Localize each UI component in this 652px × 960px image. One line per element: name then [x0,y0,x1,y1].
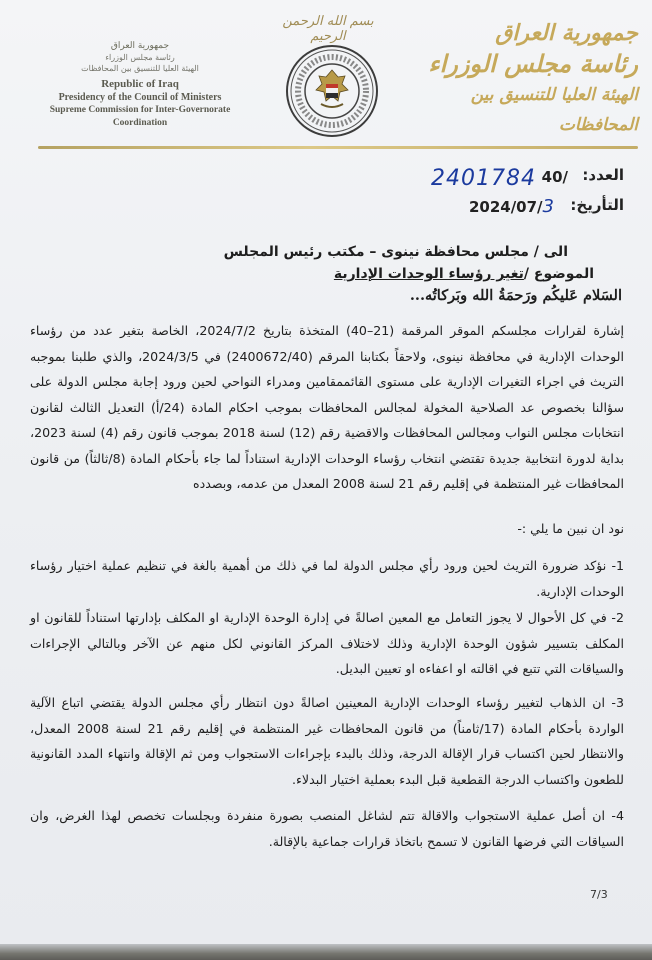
page-edge-shadow [0,944,652,960]
list-item-number: 1- [611,558,624,573]
letterhead-left-arabic-1: جمهورية العراق [110,41,170,51]
letterhead-commission-en: Supreme Commission for Inter-Governorate Coordination [49,105,231,128]
main-paragraph: إشارة لقرارات مجلسكم الموقر المرقمة (21–40) المتخذة بتاريخ 2024/7/2، الخاصة بتغير عدد من رؤساء الوحدات الإدارية في محافظة نينوى، ولاحقاً بكتابنا المرقم (2400672/40) في 2024/3/5، والذي طلبنا بموجبه التريث في اجراء التغيرات الإدارية على مستوى القائممقامين ومدراء النواحي لحين ورود إجابة مجلس الدولة على سؤالنا بخصوص عد الصلاحية المخولة لمجالس المحافظات بموجب احكام المادة (24/أ) التعديل الثالث لقانون انتخابات مجلس النواب ومجالس المحافظات والاقضية رقم (12) لسنة 2018 بموجب قانون رقم (4) لسنة 2023، بداية لدورة انتخابية جديدة تقتضي انتخاب رؤساء الوحدات الإدارية استناداً لما جاء بأحكام المادة (8/ثالثاً) من قانون المحافظات غير المنتظمة في إقليم رقم 21 لسنة 2008 المعدل من عدمه، وبصدده [30,323,625,491]
date-prefix: 2024/07/ [468,198,543,216]
page-number: 7/3 [590,888,608,901]
letterhead-left-arabic-2: رئاسة مجلس الوزراء [105,53,175,62]
list-item-number: 3- [611,695,624,710]
basmala: بسم الله الرحمن الرحيم [282,14,374,44]
letterhead-presidency-en: Presidency of the Council of Ministers [58,92,222,103]
letterhead-left-arabic-3: الهيئة العليا للتنسيق بين المحافظات [81,64,199,73]
handwritten-number: 2401784 [431,166,536,191]
letterhead-line-commission: الهيئة العليا للتنسيق بين المحافظات [470,85,638,135]
subject-line [114,266,594,282]
letterhead-english [40,40,240,130]
subject-text: تغير رؤساء الوحدات الإدارية [333,266,524,282]
letterhead-republic-en: Republic of Iraq [101,78,179,90]
greeting: السَلام عَليكُم ورَحمَةُ الله وبَركاتُه... [409,287,622,304]
list-item-2 [30,605,624,682]
list-item-text: ان الذهاب لتغيير رؤساء الوحدات الإدارية المعينين اصالةً دون انتظار رأي مجلس الدولة يقتضي اتباع الآلية الواردة بأحكام المادة (17/ثامناً) من قانون المحافظات غير المنتظمة في إقليم رقم 21 لسنة 2008 المعدل، والانتظار لحين اكتساب قرار الإقالة الدرجة، وذلك بالبدء بإجراءات الاستجواب ومن ثم الإقالة وانتهاء المدد القانونية للطعون واكتساب الدرجة القطعية قبل البدء بعملية اختيار البدلاء. [30,695,624,787]
list-item-text: نؤكد ضرورة التريث لحين ورود رأي مجلس الدولة لما في ذلك من أهمية بالغة في تنظيم عملية اختيار رؤساء الوحدات الإدارية. [30,558,624,599]
date-value [469,196,554,217]
list-item-text: في كل الأحوال لا يجوز التعامل مع المعين اصالةً في إدارة الوحدة الإدارية او المكلف بإدارتها استناداً للقانون او المكلف بتسيير شؤون الوحدة الإدارية وذلك لاختلاف المركز القانوني لكل منهم عن الآخر وبالتالي الإجراءات والسياقات التي تتبع في اقالته او اعفاءه او تعيين البديل. [30,610,624,676]
letterhead-line-republic: جمهورية العراق [495,20,638,46]
letterhead-divider [38,146,638,149]
subject-label: الموضوع / [523,266,594,282]
number-label: العدد: [582,166,624,184]
letterhead-arabic [408,18,638,140]
letterhead-line-presidency: رئاسة مجلس الوزراء [428,49,638,78]
reference-number-row [374,162,624,192]
list-item-1 [30,553,624,604]
handwritten-day: 3 [542,196,554,217]
list-item-number: 2- [611,610,624,625]
list-item-number: 4- [611,808,624,823]
addressee: الى / مجلس محافظة نينوى – مكتب رئيس المجلس [223,244,568,260]
list-item-text: ان أصل عملية الاستجواب والاقالة تتم لشاغل المنصب بصورة منفردة وبجلسات تخصص لهذا الغرض، وان السياقات التي فرضها القانون لا تسمح باتخاذ قرارات جماعية بالإقالة. [30,808,624,849]
number-prefix: 40/ [541,168,568,186]
iraq-emblem-seal [285,44,379,138]
list-item-4 [30,803,624,854]
list-intro: نود ان نبين ما يلي :- [517,521,624,536]
date-label: التأريخ: [570,196,624,214]
reference-date-row [374,192,624,222]
list-item-3 [30,690,624,792]
reference-block [374,162,624,222]
